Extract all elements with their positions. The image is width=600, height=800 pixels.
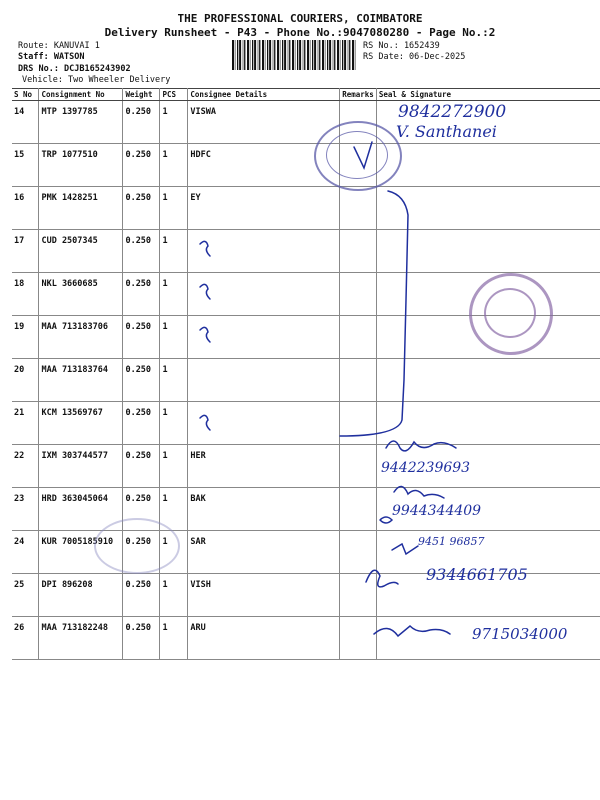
barcode-bar [310,40,311,70]
drs-number: DRS No.: DCJB165243902 [18,64,131,74]
cell-pcs: 1 [160,531,188,574]
cell-weight: 0.250 [123,574,160,617]
barcode [232,40,357,70]
cell-consignee [188,359,340,402]
cell-remarks [340,144,377,187]
col-weight: Weight [123,89,160,101]
table-row [12,359,600,402]
barcode-bar [265,40,266,70]
company-title: THE PROFESSIONAL COURIERS, COIMBATORE [177,12,423,25]
barcode-bar [333,40,334,70]
cell-consignment: MAA 713182248 [39,617,123,660]
cell-consignment: HRD 363045064 [39,488,123,531]
cell-pcs: 1 [160,187,188,230]
col-seal: Seal & Signature [376,89,600,101]
cell-seal [376,230,600,273]
rs-date: RS Date: 06-Dec-2025 [363,52,466,62]
cell-remarks [340,230,377,273]
barcode-bar [318,40,319,70]
col-remarks: Remarks [340,89,377,101]
barcode-bar [307,40,309,70]
cell-pcs: 1 [160,445,188,488]
cell-remarks [340,531,377,574]
cell-remarks [340,574,377,617]
cell-seal [376,402,600,445]
cell-weight: 0.250 [123,531,160,574]
barcode-bar [232,40,234,70]
barcode-bar [325,40,326,70]
cell-consignee: EY [188,187,340,230]
cell-consignee: VISH [188,574,340,617]
cell-consignment: PMK 1428251 [39,187,123,230]
rs-number: RS No.: 1652439 [363,41,440,51]
barcode-bar [344,40,346,70]
cell-sno: 19 [12,316,39,359]
cell-consignment: NKL 3660685 [39,273,123,316]
table-row [12,273,600,316]
barcode-bar [314,40,316,70]
barcode-bar [267,40,268,70]
cell-consignee [188,230,340,273]
cell-seal [376,144,600,187]
route: Route: KANUVAI 1 [18,41,100,51]
cell-consignment: KCM 13569767 [39,402,123,445]
cell-weight: 0.250 [123,359,160,402]
cell-weight: 0.250 [123,402,160,445]
cell-weight: 0.250 [123,273,160,316]
cell-seal [376,316,600,359]
cell-seal [376,445,600,488]
cell-pcs: 1 [160,273,188,316]
barcode-bar [322,40,324,70]
barcode-bar [355,40,356,70]
runsheet-table [12,88,600,660]
cell-consignee [188,316,340,359]
barcode-bar [295,40,296,70]
barcode-bar [258,40,259,70]
cell-pcs: 1 [160,316,188,359]
table-row [12,101,600,144]
cell-pcs: 1 [160,574,188,617]
table-row [12,402,600,445]
cell-sno: 20 [12,359,39,402]
barcode-bar [288,40,289,70]
table-row [12,144,600,187]
cell-consignee: BAK [188,488,340,531]
cell-consignment: MAA 713183706 [39,316,123,359]
cell-seal [376,617,600,660]
cell-sno: 25 [12,574,39,617]
cell-pcs: 1 [160,144,188,187]
cell-sno: 23 [12,488,39,531]
barcode-bar [273,40,274,70]
barcode-bar [282,40,283,70]
barcode-bar [237,40,238,70]
cell-weight: 0.250 [123,488,160,531]
barcode-bar [352,40,354,70]
cell-pcs: 1 [160,359,188,402]
row14-name: V. Santhanei [396,122,497,141]
cell-sno: 17 [12,230,39,273]
cell-seal [376,273,600,316]
barcode-bar [303,40,304,70]
barcode-bar [235,40,236,70]
cell-remarks [340,359,377,402]
cell-sno: 24 [12,531,39,574]
cell-consignment: MTP 1397785 [39,101,123,144]
cell-consignee [188,273,340,316]
cell-consignment: DPI 896208 [39,574,123,617]
cell-weight: 0.250 [123,101,160,144]
vehicle: Vehicle: Two Wheeler Delivery [22,75,171,85]
cell-remarks [340,488,377,531]
cell-weight: 0.250 [123,187,160,230]
cell-remarks [340,617,377,660]
cell-consignment: TRP 1077510 [39,144,123,187]
barcode-bar [250,40,251,70]
barcode-bar [239,40,241,70]
cell-consignee [188,402,340,445]
barcode-bar [277,40,279,70]
barcode-bar [342,40,343,70]
cell-remarks [340,101,377,144]
col-consignment: Consignment No [39,89,123,101]
table-row [12,230,600,273]
cell-pcs: 1 [160,402,188,445]
cell-remarks [340,187,377,230]
table-row [12,617,600,660]
cell-seal [376,531,600,574]
barcode-bar [243,40,244,70]
cell-weight: 0.250 [123,445,160,488]
barcode-bar [269,40,271,70]
cell-consignee: HDFC [188,144,340,187]
cell-sno: 21 [12,402,39,445]
barcode-bar [292,40,294,70]
row25-phone: 9344661705 [426,565,528,584]
barcode-bar [297,40,298,70]
cell-weight: 0.250 [123,316,160,359]
barcode-bar [254,40,256,70]
barcode-bar [262,40,264,70]
cell-consignment: MAA 713183764 [39,359,123,402]
row23-phone: 9944344409 [392,503,482,519]
barcode-bar [329,40,331,70]
table-row [12,531,600,574]
cell-remarks [340,402,377,445]
barcode-bar [327,40,328,70]
cell-pcs: 1 [160,617,188,660]
cell-remarks [340,316,377,359]
cell-consignment: KUR 7005185910 [39,531,123,574]
cell-consignment: CUD 2507345 [39,230,123,273]
row14-phone: 9842272900 [398,102,507,122]
cell-consignee: ARU [188,617,340,660]
row24-phone: 9451 96857 [418,535,485,548]
table-header [12,89,600,101]
cell-seal [376,488,600,531]
col-pcs: PCS [160,89,188,101]
barcode-bar [244,40,245,70]
table-row [12,316,600,359]
cell-seal [376,187,600,230]
col-sno: S No [12,89,39,101]
cell-pcs: 1 [160,488,188,531]
cell-sno: 16 [12,187,39,230]
cell-consignment: IXM 303744577 [39,445,123,488]
table-row [12,187,600,230]
barcode-bar [337,40,339,70]
table-row [12,574,600,617]
cell-weight: 0.250 [123,617,160,660]
table-row [12,488,600,531]
col-consignee: Consignee Details [188,89,340,101]
barcode-bar [259,40,260,70]
cell-seal [376,574,600,617]
cell-remarks [340,445,377,488]
barcode-bar [274,40,275,70]
barcode-bar [340,40,341,70]
barcode-bar [312,40,313,70]
barcode-bar [252,40,253,70]
cell-sno: 18 [12,273,39,316]
staff: Staff: WATSON [18,52,85,62]
row22-phone: 9442239693 [381,460,471,476]
cell-sno: 15 [12,144,39,187]
table-row [12,445,600,488]
barcode-bar [348,40,349,70]
cell-sno: 14 [12,101,39,144]
cell-pcs: 1 [160,101,188,144]
barcode-bar [280,40,281,70]
cell-pcs: 1 [160,230,188,273]
barcode-bar [284,40,286,70]
barcode-bar [304,40,305,70]
cell-consignee: SAR [188,531,340,574]
cell-seal [376,359,600,402]
cell-sno: 22 [12,445,39,488]
cell-consignee: HER [188,445,340,488]
barcode-bar [334,40,335,70]
cell-seal [376,101,600,144]
cell-remarks [340,273,377,316]
cell-consignee: VISWA [188,101,340,144]
barcode-bar [247,40,249,70]
runsheet-subtitle: Delivery Runsheet - P43 - Phone No.:9047080280 - Page No.:2 [104,26,496,39]
cell-weight: 0.250 [123,230,160,273]
barcode-bar [289,40,290,70]
row26-phone: 9715034000 [472,625,568,643]
barcode-bar [319,40,320,70]
barcode-bar [349,40,350,70]
cell-weight: 0.250 [123,144,160,187]
barcode-bar [299,40,301,70]
cell-sno: 26 [12,617,39,660]
